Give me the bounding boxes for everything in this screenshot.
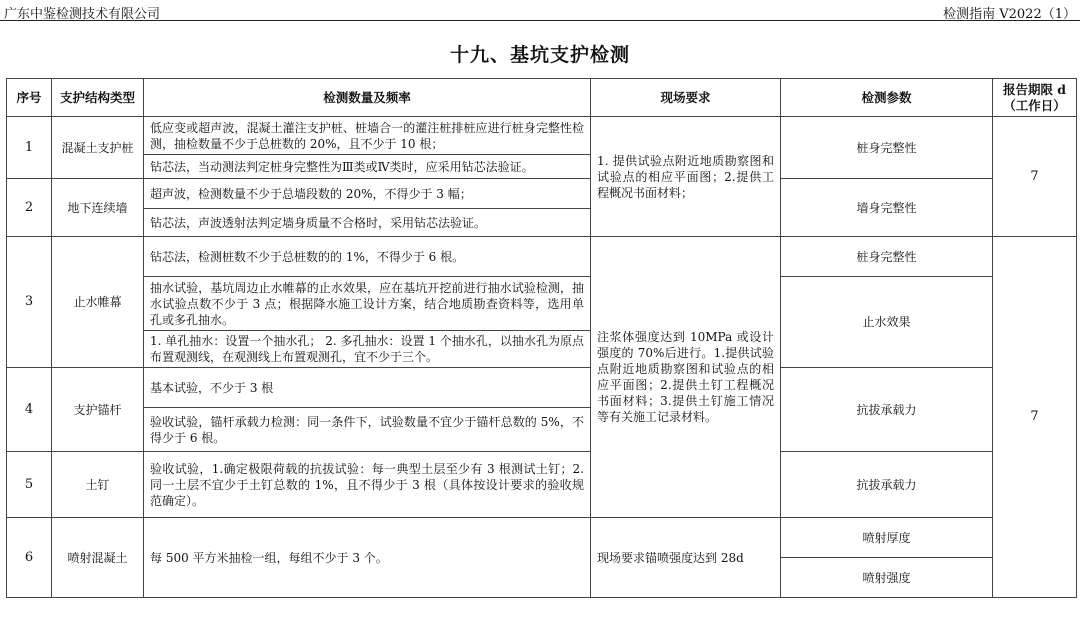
page-header [0,0,1080,22]
qty-cell: 超声波，检测数量不少于总墙段数的 20%，不得少于 3 幅； [144,179,591,209]
qty-cell: 抽水试验，基坑周边止水帷幕的止水效果，应在基坑开挖前进行抽水试验检测，抽水试验点数不少于 3 点；根据降水施工设计方案，结合地质勘查资料等，选用单孔或多孔抽水。 [144,277,591,331]
param-cell: 喷射强度 [781,558,993,598]
type-cell: 混凝土支护桩 [52,117,144,179]
seq-cell: 4 [7,368,52,452]
seq-cell: 6 [7,518,52,598]
table-row [7,117,1077,155]
seq-cell: 5 [7,452,52,518]
page-title: 十九、基坑支护检测 [449,44,630,66]
param-cell: 抗拔承载力 [781,452,993,518]
qty-cell: 钻芯法，声波透射法判定墙身质量不合格时，采用钻芯法验证。 [144,209,591,237]
table-header-row [7,79,1077,117]
qty-cell: 钻芯法，当动测法判定桩身完整性为Ⅲ类或Ⅳ类时，应采用钻芯法验证。 [144,155,591,179]
inspection-table [6,78,1077,598]
company-name: 广东中鉴检测技术有限公司 [4,7,161,22]
col-header-param: 检测参数 [781,79,993,117]
type-cell: 止水帷幕 [52,237,144,368]
qty-cell: 验收试验，锚杆承载力检测：同一条件下，试验数量不宜少于锚杆总数的 5%，不得少于 6 根。 [144,408,591,452]
table-row [7,452,1077,518]
table-row [7,179,1077,209]
type-cell: 地下连续墙 [52,179,144,237]
site-cell: 1. 提供试验点附近地质勘察图和 试验点的相应平面图；2.提供工程概况书面材料； [591,117,781,237]
qty-cell: 基本试验，不少于 3 根 [144,368,591,408]
seq-cell: 2 [7,179,52,237]
seq-cell: 3 [7,237,52,368]
guide-version: 检测指南 V2022（1） [943,7,1076,22]
col-header-qty: 检测数量及频率 [144,79,591,117]
seq-cell: 1 [7,117,52,179]
col-header-site: 现场要求 [591,79,781,117]
param-cell: 墙身完整性 [781,179,993,237]
col-header-seq: 序号 [7,79,52,117]
table-row [7,277,1077,331]
param-cell: 抗拔承载力 [781,368,993,452]
header-rule [0,20,1080,21]
table-row [7,237,1077,277]
col-header-period: 报告期限 d（工作日） [993,79,1077,117]
period-cell: 7 [993,117,1077,237]
qty-cell: 钻芯法，检测桩数不少于总桩数的的 1%，不得少于 6 根。 [144,237,591,277]
param-cell: 喷射厚度 [781,518,993,558]
qty-cell: 每 500 平方米抽检一组，每组不少于 3 个。 [144,518,591,598]
param-cell: 止水效果 [781,277,993,368]
table-row [7,368,1077,408]
type-cell: 支护锚杆 [52,368,144,452]
param-cell: 桩身完整性 [781,237,993,277]
site-cell: 注浆体强度达到 10MPa 或设计强度的 70%后进行。1.提供试验点附近地质勘察图和试验点的相应平面图；2.提供土钉工程概况书面材料；3.提供土钉施工情况等有关施工记录材料。 [591,237,781,518]
type-cell: 喷射混凝土 [52,518,144,598]
type-cell: 土钉 [52,452,144,518]
table-row [7,518,1077,558]
period-cell: 7 [993,237,1077,598]
qty-cell: 1. 单孔抽水：设置一个抽水孔； 2. 多孔抽水：设置 1 个抽水孔，以抽水孔为原点布置观测线，在观测线上布置观测孔，宜不少于三个。 [144,331,591,368]
site-cell: 现场要求锚喷强度达到 28d [591,518,781,598]
col-header-type: 支护结构类型 [52,79,144,117]
qty-cell: 低应变或超声波，混凝土灌注支护桩、桩墙合一的灌注桩排桩应进行桩身完整性检测，抽检数量不少于总桩数的 20%，且不少于 10 根； [144,117,591,155]
param-cell: 桩身完整性 [781,117,993,179]
qty-cell: 验收试验，1.确定极限荷载的抗拔试验：每一典型土层至少有 3 根测试土钉；2.同一土层不宜少于土钉总数的 1%，且不得少于 3 根（具体按设计要求的验收规范确定）。 [144,452,591,518]
